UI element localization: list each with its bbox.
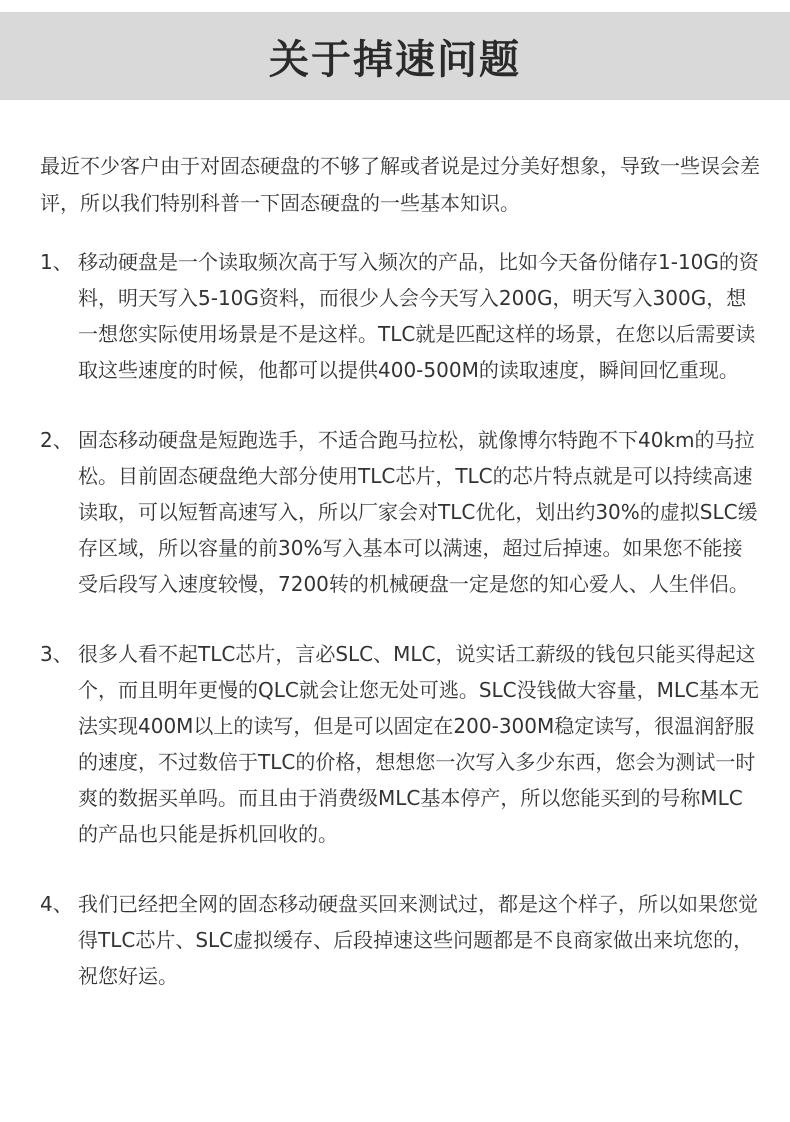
list-item [40,636,760,852]
title-banner [0,12,790,100]
list-item-text: 我们已经把全网的固态移动硬盘买回来测试过，都是这个样子，所以如果您觉得TLC芯片、SLC虚拟缓存、后段掉速这些问题都是不良商家做出来坑您的，祝您好运。 [78,892,758,988]
list-item-number: 4、 [40,892,73,916]
list-item-text: 移动硬盘是一个读取频次高于写入频次的产品，比如今天备份储存1-10G的资料，明天写入5-10G资料，而很少人会今天写入200G，明天写入300G，想一想您实际使用场景是不是这样。TLC就是匹配这样的场景，在您以后需要读取这些速度的时候，他都可以提供400-500M的读取速度，瞬间回忆重现。 [78,250,759,382]
list-item [40,422,760,602]
list-item-number: 3、 [40,642,73,666]
list-item-text: 固态移动硬盘是短跑选手，不适合跑马拉松，就像博尔特跑不下40km的马拉松。目前固态硬盘绝大部分使用TLC芯片，TLC的芯片特点就是可以持续高速读取，可以短暂高速写入，所以厂家会对TLC优化，划出约30%的虚拟SLC缓存区域，所以容量的前30%写入基本可以满速，超过后掉速。如果您不能接受后段写入速度较慢，7200转的机械硬盘一定是您的知心爱人、人生伴侣。 [78,428,758,596]
article-body [40,148,760,1028]
intro-paragraph: 最近不少客户由于对固态硬盘的不够了解或者说是过分美好想象，导致一些误会差评，所以我们特别科普一下固态硬盘的一些基本知识。 [40,154,760,215]
list-item [40,244,760,388]
list-item-text: 很多人看不起TLC芯片，言必SLC、MLC，说实话工薪级的钱包只能买得起这个，而且明年更慢的QLC就会让您无处可逃。SLC没钱做大容量，MLC基本无法实现400M以上的读写，但是可以固定在200-300M稳定读写，很温润舒服的速度，不过数倍于TLC的价格，想想您一次写入多少东西，您会为测试一时爽的数据买单吗。而且由于消费级MLC基本停产，所以您能买到的号称MLC的产品也只能是拆机回收的。 [78,642,760,846]
list-item-number: 1、 [40,250,73,274]
list-item-number: 2、 [40,428,73,452]
list-item [40,886,760,994]
page-title: 关于掉速问题 [269,36,521,83]
